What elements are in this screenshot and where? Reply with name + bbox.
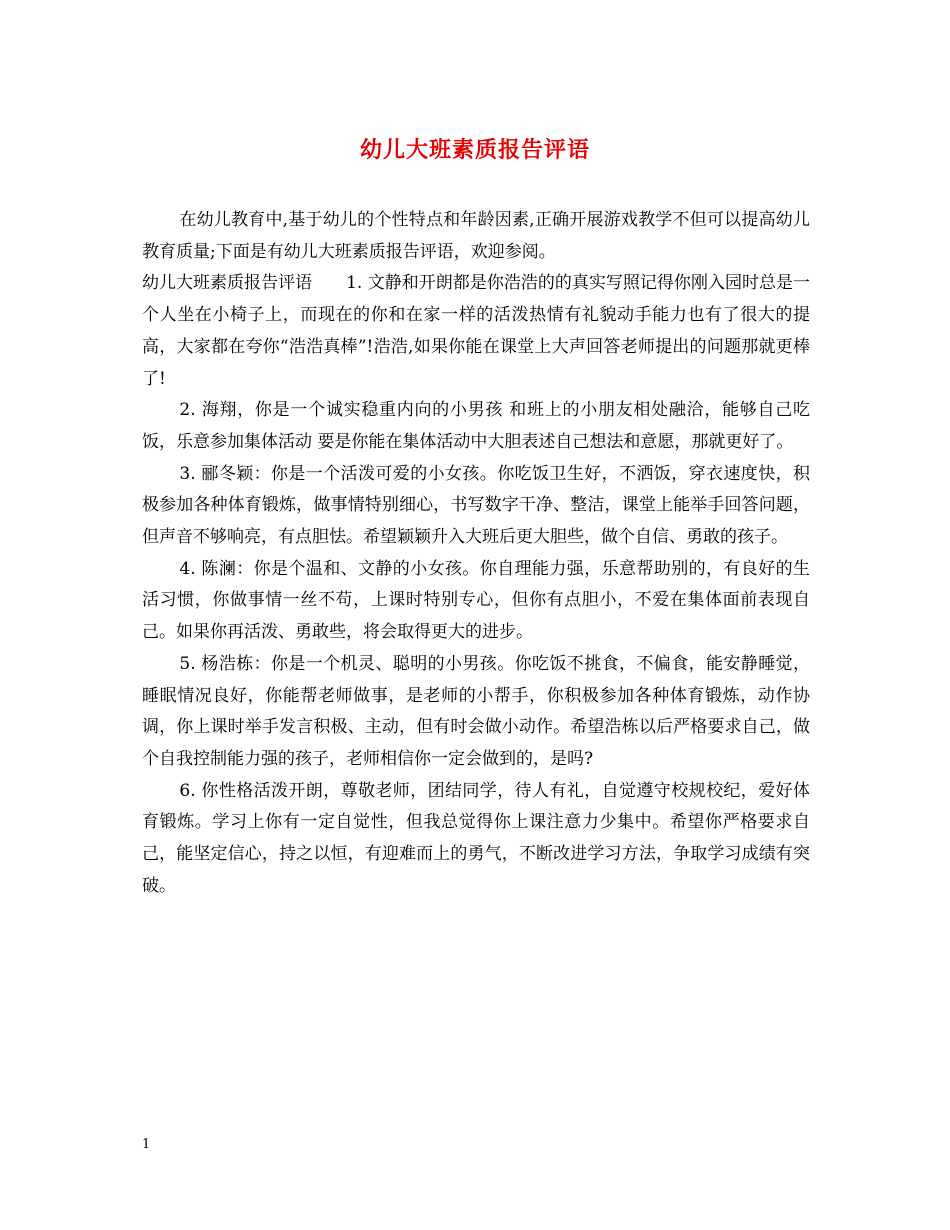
comment-paragraph-2: 2. 海翔，你是一个诚实稳重内向的小男孩 和班上的小朋友相处融洽，能够自己吃饭，乐意参加集体活动 要是你能在集体活动中大胆表述自己想法和意愿，那就更好了。 [142, 400, 810, 452]
comment-paragraph-6: 6. 你性格活泼开朗，尊敬老师，团结同学，待人有礼，自觉遵守校规校纪，爱好体育锻炼。学习上你有一定自觉性，但我总觉得你上课注意力少集中。希望你严格要求自己，能坚定信心，持之以恒，有迎难而上的勇气，不断改进学习方法，争取学习成绩有突破。 [142, 780, 810, 896]
comment-paragraph-5: 5. 杨浩栋：你是一个机灵、聪明的小男孩。你吃饭不挑食，不偏食，能安静睡觉，睡眠情况良好，你能帮老师做事，是老师的小帮手，你积极参加各种体育锻炼，动作协调，你上课时举手发言积极、主动，但有时会做小动作。希望浩栋以后严格要求自己，做个自我控制能力强的孩子，老师相信你一定会做到的，是吗? [142, 653, 810, 769]
comment-paragraph-1: 幼儿大班素质报告评语 1. 文静和开朗都是你浩浩的的真实写照记得你刚入园时总是一个人坐在小椅子上，而现在的你和在家一样的活泼热情有礼貌动手能力也有了很大的提高，大家都在夸你“浩浩真棒”!浩浩,如果你能在课堂上大声回答老师提出的问题那就更棒了! [142, 273, 810, 389]
page-number: 1 [142, 1137, 151, 1152]
document-body [142, 205, 810, 902]
comment-paragraph-3: 3. 郦冬颖：你是一个活泼可爱的小女孩。你吃饭卫生好，不洒饭，穿衣速度快，积极参加各种体育锻炼，做事情特别细心，书写数字干净、整洁，课堂上能举手回答问题，但声音不够响亮，有点胆怯。希望颖颖升入大班后更大胆些，做个自信、勇敢的孩子。 [142, 463, 810, 548]
intro-paragraph: 在幼儿教育中,基于幼儿的个性特点和年龄因素,正确开展游戏教学不但可以提高幼儿教育质量;下面是有幼儿大班素质报告评语，欢迎参阅。 [142, 210, 810, 262]
comment-paragraph-4: 4. 陈澜：你是个温和、文静的小女孩。你自理能力强，乐意帮助别的，有良好的生活习惯，你做事情一丝不苟，上课时特别专心，但你有点胆小，不爱在集体面前表现自己。如果你再活泼、勇敢些，将会取得更大的进步。 [142, 558, 810, 643]
document-title: 幼儿大班素质报告评语 [359, 137, 590, 163]
